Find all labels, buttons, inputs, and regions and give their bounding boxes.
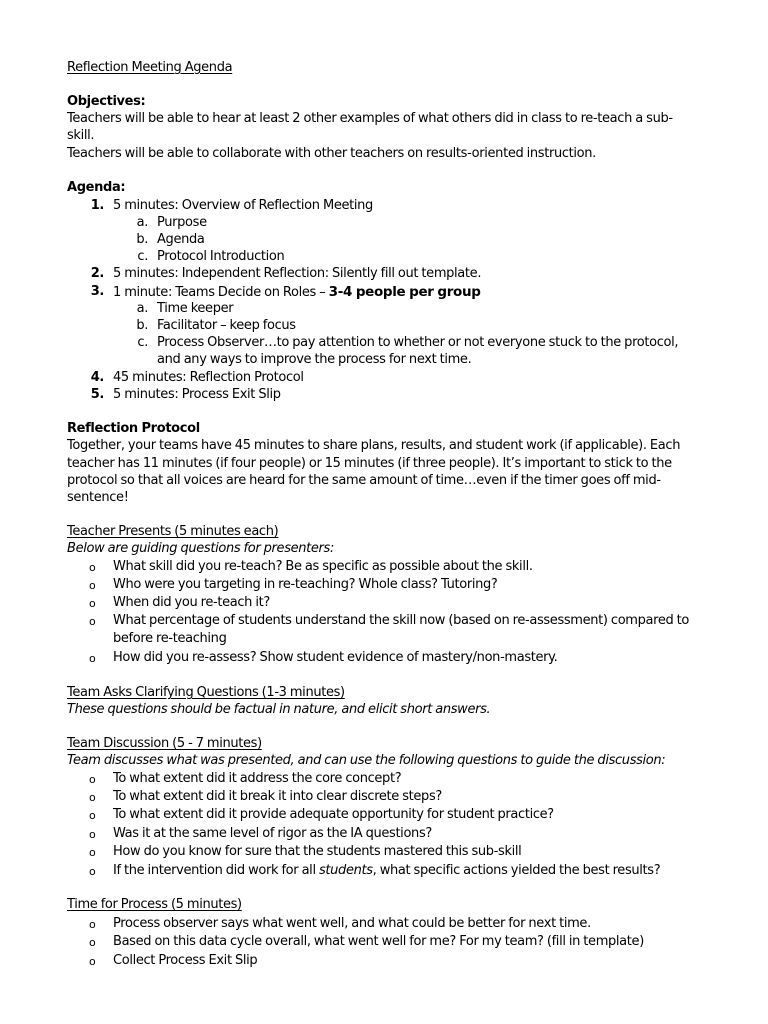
discussion-question: To what extent did it address the core concept? xyxy=(113,771,402,786)
presents-intro: Below are guiding questions for presenters: xyxy=(67,541,335,556)
agenda-subitem: Facilitator – keep focus xyxy=(157,318,296,333)
discussion-question-part: , what specific actions yielded the best results? xyxy=(372,863,661,878)
bullet-icon: o xyxy=(89,809,96,822)
protocol-paragraph-line: protocol so that all voices are heard for the same amount of time…even if the timer goes off mid- xyxy=(67,473,661,488)
agenda-number: 3. xyxy=(90,284,104,299)
discussion-question xyxy=(113,863,660,879)
doc-title: Reflection Meeting Agenda xyxy=(67,60,233,75)
agenda-subletter: b. xyxy=(136,232,148,247)
process-item: Based on this data cycle overall, what went well for me? For my team? (fill in template) xyxy=(113,934,644,949)
objective-line: Teachers will be able to hear at least 2 other examples of what others did in class to re-teach a sub- xyxy=(67,111,673,126)
presenter-question: When did you re-teach it? xyxy=(113,595,270,610)
protocol-paragraph-line: Together, your teams have 45 minutes to share plans, results, and student work (if applicable). Each xyxy=(67,438,681,453)
process-item: Collect Process Exit Slip xyxy=(113,953,258,968)
discussion-intro: Team discusses what was presented, and can use the following questions to guide the discussion: xyxy=(67,753,666,768)
bullet-icon: o xyxy=(89,865,96,878)
presents-heading: Teacher Presents (5 minutes each) xyxy=(67,524,279,539)
bullet-icon: o xyxy=(89,828,96,841)
protocol-paragraph-line: teacher has 11 minutes (if four people) or 15 minutes (if three people). It’s important to stick to the xyxy=(67,456,672,471)
bullet-icon: o xyxy=(89,615,96,628)
bullet-icon: o xyxy=(89,597,96,610)
agenda-item: 5 minutes: Independent Reflection: Silently fill out template. xyxy=(113,266,482,281)
agenda-subitem-continued: and any ways to improve the process for next time. xyxy=(157,352,472,367)
discussion-question: How do you know for sure that the students mastered this sub-skill xyxy=(113,844,522,859)
agenda-subletter: a. xyxy=(136,301,148,316)
bullet-icon: o xyxy=(89,955,96,968)
objective-line: skill. xyxy=(67,128,95,143)
agenda-number: 2. xyxy=(90,266,104,281)
objectives-heading: Objectives: xyxy=(67,94,146,109)
agenda-subletter: b. xyxy=(136,318,148,333)
bullet-icon: o xyxy=(89,918,96,931)
process-item: Process observer says what went well, and what could be better for next time. xyxy=(113,916,591,931)
process-heading: Time for Process (5 minutes) xyxy=(67,897,242,912)
agenda-number: 4. xyxy=(90,370,104,385)
presenter-question: What skill did you re-teach? Be as specific as possible about the skill. xyxy=(113,559,533,574)
discussion-heading: Team Discussion (5 - 7 minutes) xyxy=(67,736,262,751)
agenda-subitem: Agenda xyxy=(157,232,205,247)
agenda-number: 5. xyxy=(90,387,104,402)
presenter-question: What percentage of students understand the skill now (based on re-assessment) compared to xyxy=(113,613,690,628)
presenter-question: Who were you targeting in re-teaching? Whole class? Tutoring? xyxy=(113,577,498,592)
presenter-question: How did you re-assess? Show student evidence of mastery/non-mastery. xyxy=(113,650,558,665)
bullet-icon: o xyxy=(89,652,96,665)
agenda-item: 5 minutes: Process Exit Slip xyxy=(113,387,281,402)
agenda-item xyxy=(113,284,481,301)
bullet-icon: o xyxy=(89,561,96,574)
bullet-icon: o xyxy=(89,936,96,949)
discussion-question: Was it at the same level of rigor as the IA questions? xyxy=(113,826,432,841)
clarifying-heading: Team Asks Clarifying Questions (1-3 minutes) xyxy=(67,685,345,700)
bullet-icon: o xyxy=(89,773,96,786)
agenda-item: 45 minutes: Reflection Protocol xyxy=(113,370,304,385)
bullet-icon: o xyxy=(89,791,96,804)
agenda-item-text: 1 minute: Teams Decide on Roles – xyxy=(113,285,329,300)
agenda-number: 1. xyxy=(90,198,104,213)
objective-line: Teachers will be able to collaborate with other teachers on results-oriented instruction. xyxy=(67,146,596,161)
agenda-subitem: Protocol Introduction xyxy=(157,249,285,264)
protocol-paragraph-line: sentence! xyxy=(67,490,129,505)
agenda-subitem: Process Observer…to pay attention to whether or not everyone stuck to the protocol, xyxy=(157,335,679,350)
students-emphasis: students xyxy=(319,863,373,878)
agenda-subletter: c. xyxy=(137,249,148,264)
agenda-subitem: Purpose xyxy=(157,215,207,230)
discussion-question: To what extent did it break it into clear discrete steps? xyxy=(113,789,442,804)
agenda-subletter: c. xyxy=(137,335,148,350)
clarifying-intro: These questions should be factual in nature, and elicit short answers. xyxy=(67,702,491,717)
protocol-heading: Reflection Protocol xyxy=(67,421,200,436)
discussion-question-part: If the intervention did work for all xyxy=(113,863,319,878)
agenda-subitem: Time keeper xyxy=(157,301,234,316)
bullet-icon: o xyxy=(89,579,96,592)
agenda-heading: Agenda: xyxy=(67,180,126,195)
agenda-item: 5 minutes: Overview of Reflection Meeting xyxy=(113,198,373,213)
discussion-question: To what extent did it provide adequate opportunity for student practice? xyxy=(113,807,554,822)
bullet-icon: o xyxy=(89,846,96,859)
group-size-emphasis: 3-4 people per group xyxy=(328,284,481,300)
agenda-subletter: a. xyxy=(136,215,148,230)
presenter-question-continued: before re-teaching xyxy=(113,631,227,646)
